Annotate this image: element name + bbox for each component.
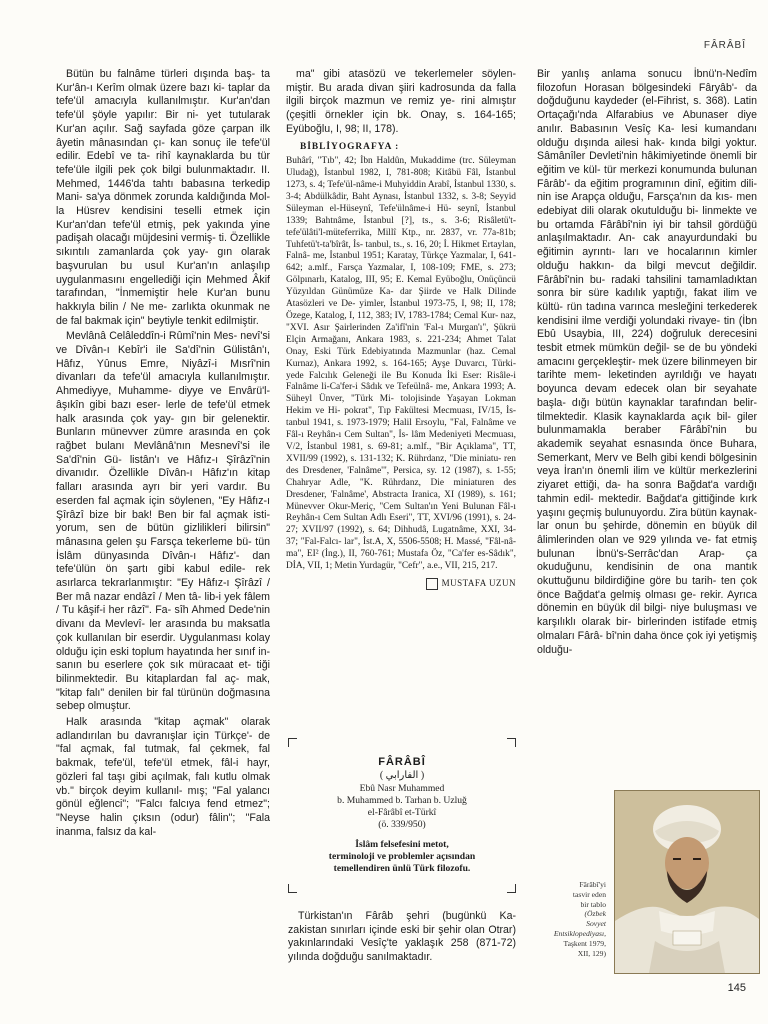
entry-arabic-title: ( الفارابي ): [379, 770, 425, 781]
corner-mark: [288, 884, 297, 893]
portrait-illustration: [615, 791, 759, 973]
column-3: [537, 68, 757, 659]
bibliography: Buhârî, "Tıb", 42; İbn Haldûn, Mukaddime (trc. Süleyman Uludağ), İstanbul 1982, I, 781-808; Kitâbü Fâl, İstanbul 1273, s. 4; Tefe'ül-nâme-i Muhyiddin Arabî, İstanbul 1330, s. 3-4; Abdülkâdir, Baht Aynası, İstanbul 1332, s. 3-8; Seyyid Süleyman el-Hüseynî, Tefe'ülnâme-i Hü- seynî, İstanbul 1339; Bahtnâme, İstanbul [?], ts., s. 3-6; Risâletü't-tefe'ülâti'l-müteferrika, Millî Ktp., nr. 2837, vr. 77a-81b; Tuhfetü't-ta'bîrât, İs- tanbul, ts., s. 16, 20; İ. Hikmet Ertaylan, Falnâ- me, İstanbul 1951; Karatay, Türkçe Yazmalar, I, 641-642; a.mlf., Farsça Yazmalar, I, 108-109; FME, s. 273; Gölpınarlı, Katalog, III, 95; E. Kemal Eyüboğlu, Onüçüncü Yüzyıldan Günümüze Ka- dar Şiirde ve Halk Dilinde Atasözleri ve De- yimler, İstanbul 1973-75, I, 98; II, 178; Özege, Katalog, I, 112, 383; IV, 1783-1784; Cemal Kur- naz, "XVI. Asır Şairlerinden Za'ifî'nin 'Fal-ı Murgan'ı", Şükrü Elçin Armağanı, Ankara 1983, s. 221-234; Ahmet Talat Onay, Eski Türk Edebiyatında Mazmunlar (haz. Cemal Kurnaz), Ankara 1992, s. 164-165; Ayşe Duvarcı, Türki- yede Falcılık Geleneği ile Bu Konuda İki Eser: Risâle-i Falnâme li-Ca'fer-i Sâdık ve Tefeülnâ- me, Ankara 1993; A. Süheyl Ünver, "Türk Mi- tolojisinde Yaşayan Lokman Hekim ve Hi- pokrat", Tıp Fakültesi Mecmuası, IV/15, İs- tanbul 1941, s. 1973-1979; Halil Ersoylu, "Fal, Falnâme ve Fâl-ı Reyhân-ı Cem Sultan", İs- lâm Medeniyeti Mecmuası, V/2, İstanbul 1981, s. 69-81; a.mlf., "Bir Açıklama", TT, XVII/99 (1992), s. 131-132; K. Rührdanz, "Die miniatu- ren des Dresdener, 'Falnâme'", Persica, sy. 12 (1987), s. 1-55; Chahryar Adle, "K. Rührdanz, Die miniaturen des Dresdener, 'Falnâme', Abstracta Iranica, XI (1989), s. 161; Münevver Okur-Meriç, "Cem Sultan'ın Yeni Bulunan Fâl-ı Reyhân-ı Cem Sultan Adlı Eseri", TT, XVI/96 (1991), s. 24-27; XVII/97 (1992), s. 64; Dihhudâ, Lugatnâme, XXI, 34-37; "Fal-Falcı- lar", İst.A, X, 5506-5508; H. Massé, "Fâl-nâ- ma", EI² (İng.), II, 760-761; Mustafa Öz, "Ca'fer es-Sâdık", DİA, VII, 1; Metin Yurdagür, "Cefr", a.e., VII, 215, 217.: [286, 156, 516, 572]
paragraph: Halk arasında "kitap açmak" olarak adlandırılan bu davranışlar için Türkçe'- de "fal açmak, fal tutmak, fal çekmek, fal bakmak, tefe'ül, tefe'ül etmek, fâl-i hayr, gözleri fal taşı gibi açılmak, falı kutlu olmak vb." birçok deyim kullanıl- mış; "Fal yalancı gönül eğlenci"; "Falcı falcıya fend etmez"; "Neyse halin çıksın (odur) fâlin"; "Fala inanma, falsız da kal-: [56, 716, 270, 838]
column-1: [56, 68, 270, 841]
caption-line: Taşkent 1979,: [563, 938, 606, 948]
author-name: MUSTAFA UZUN: [441, 577, 516, 588]
paragraph: ma" gibi atasözü ve tekerlemeler söylen- miştir. Bu arada divan şiiri kadrosunda da falla ilgili birçok mazmun ve remiz ye- rini almıştır (çeşitli örnekler için bk. Onay, s. 164-165; Eyüboğlu, I, 98; II, 178).: [286, 68, 516, 135]
corner-mark: [507, 884, 516, 893]
caption-line: bir tablo: [580, 899, 606, 909]
caption-line: (Özbek: [584, 909, 606, 919]
paragraph: Bir yanlış anlama sonucu İbnü'n-Nedîm filozofun Horasan bölgesindeki Fâryâb'- da doğduğunu kaydeder (el-Fihrist, s. 368). Latin Ortaçağı'nda Alfarabius ve Abunaser diye anılır. Babasının Vesîç Ka- lesi kumandanı olduğu dışında ailesi hak- kında bilgi yoktur. Sâmânîler Devleti'nin hâkimiyetinde önemli bir eğitim ve kül- tür merkezi konumunda bulunan Fârâb'- da eğitim programının dinî, eğitim dili- nin ise Arapça olduğu, Farsça'nın da kıs- men edebiyat dili olarak okutulduğu bi- linmekte ve bu ortamda Fârâbî'nin iyi bir tahsil gördüğü anlaşılmaktadır. An- cak anayurdundaki bu eğitimin ayrıntı- ları ve hocalarının kimler olduğu hakkın- da bilgi mevcut değildir. Fârâbî'nin bu- radaki tahsilini tamamladıktan sonra bir süre kadılık yaptığı, fakat ilim ve kültü- rün tadına varınca mesleğini terkederek kendisini ilme verdiği yolundaki rivaye- tin (İbn Ebû Usaybia, III, 224) doğruluk derecesini tesbit etmek mümkün değil- se de bu yöndeki amacını gerçekleştir- mek üzere bilinmeyen bir tarihte mem- leketinden ayrıldığı ve hayatı boyunca devam edecek olan bir seyahate başla- dığı bütün kaynaklar tarafından belir- tilmektedir. Klasik kaynaklarda açık bil- giler bulunmamakla beraber Fârâbî'nin bu akademik seyahat esnasında önce Buhara, Semerkant, Merv ve Belh gibi kendi bölgesinin veya İran'ın önemli ilim ve kültür merkezlerini ziyaret ettiği, da- ha sonra Bağdat'a vardığı tahmin edil- mektedir. Bağdat'a gittiğinde kırk yaşını geçmiş bulunuyordu. Zira bütün kaynak- lar onun bu şehirde, dönemin en büyük dil âlimlerinden olan ve 929 yılında ve- fat etmiş bulunan İbnü's-Serrâc'dan Arap- ça okuduğunu, kendisinin de ona mantık okuttuğunu bildirdiğine göre bu tarih- ten çok önce Bağdat'a gelmiş olması ge- rekir. Ayrıca dönemin en büyük dil bilgi- niye buluşması ve karşılıklı olarak bir- birlerinden istifade etmiş olmaları Fârâ- bî'nin daha önce çok iyi yetişmiş olduğu-: [537, 68, 757, 656]
entry-death-date: (ö. 339/950): [378, 819, 426, 830]
figure-caption: [540, 880, 606, 958]
entry-description-line: temellendiren ünlü Türk filozofu.: [333, 863, 471, 874]
bibliography-heading: BİBLİYOGRAFYA :: [300, 141, 400, 152]
square-icon: [426, 578, 438, 590]
corner-mark: [288, 738, 297, 747]
caption-line: tasvir eden: [572, 889, 606, 899]
caption-line: Entsiklopediyası,: [553, 928, 606, 938]
caption-line: Sovyet: [586, 919, 606, 929]
entry-name-line: Ebû Nasr Muhammed: [359, 783, 445, 794]
entry-description-line: terminoloji ve problemler açısından: [328, 851, 476, 862]
paragraph: Bütün bu falnâme türleri dışında baş- ta Kur'ân-ı Kerîm olmak üzere bazı ki- taplar da tefe'ül amacıyla kullanılmıştır. Kur'an'dan tefe'ül şöyle yapılır: Bir ni- yet tutularak Kur'an açılır. Sağ sayfada göze çarpan ilk âyetin mânasından çı- kan sonuç ile tefe'ül edilir. Edebî ve ta- rihî kaynaklarda bu tür tefe'üle ilgili pek çok bilgi bulunmaktadır. II. Mehmed, 1446'da tahtı babasına terkedip Mani- sa'ya dönmek zorunda kaldığında Mol- la Hüsrev kendisini teselli etmek için Kur'an'dan tefe'ül etmiş, pek yakında yine padişah olacağı müjdesini vermiş- ti. Özellikle sıkıntılı zamanlarda çok yay- gın olarak başvurulan bu usul Kur'an'ın anlaşılıp uygulanmasını engellediği için Mehmed Âkif tarafından, "İnmemiştir hele Kur'an bunu hakkıyla bilin / Ne me- zarlıkta okunmak ne de fal bakmak için" beytiyle tenkit edilmiştir.: [56, 68, 270, 327]
entry-name-line: b. Muhammed b. Tarhan b. Uzluğ: [337, 795, 467, 806]
entry-title: FÂRÂBÎ: [378, 756, 426, 768]
paragraph: Mevlânâ Celâleddîn-i Rûmî'nin Mes- nevî'si ve Dîvân-ı Kebîr'i ile Sa'dî'nin Gülistân'ı, Hâfız, Yûnus Emre, Niyâzî-i Mısrî'nin divanları da tefe'ül amacıyla kullanılmıştır. Ahmediyye, Muhamme- diyye ve Envârü'l-âşıkîn gibi bazı eser- lerle de tefe'ül etmek halk arasında çok yay- gın bir gelenektir. Bunların münevver zümre arasında en çok rağbet bulanı Mevlânâ'nın Mesnevî'si ile Sa'dî'nin Gü- listân'ı ve Hâfız-ı Şîrâzî'nin divanıdır. Özellikle Dîvân-ı Hâfız'ın kitap falları arasında ayrı bir yeri vardır. Bu eserden fal açmak için söylenen, "Ey Hâfız-ı Şîrâzî bize bir bak! Ben bir fal açmak isti- yorum, sen de bütün gizlilikleri bilirsin" mânasına gelen şu Farsça tekerleme bü- tün İslâm dünyasında Dîvân-ı Hâfız'- dan tefe'ülün ön şartı gibi kabul edile- rek asırlarca tekrarlanmıştır: "Ey Hâfız-ı Şîrâzî / Ber mâ nazar endâzî / Men tâ- lib-i yek fâlem / Tu kâşif-i her râzî". Fa- sîh Ahmed Dede'nin divanı da Mevlevî- ler arasında bu maksatla çok kullanılan bir eserdir. Uygulanması kolay olduğu için eski toplum hayatında her sınıf in- sanın bu eserlere çok sık müracaat et- tiği bilinmektedir. Bu kitaplardan fal aç- mak, "kitap falı" denilen bir fal türünün doğmasına sebep olmuştur.: [56, 330, 270, 713]
entry-header-box: [288, 738, 516, 893]
portrait-painting: [614, 790, 760, 974]
running-head: FÂRÂBÎ: [703, 40, 746, 51]
caption-line: XII, 129): [577, 948, 606, 958]
entry-description-line: İslâm felsefesini metot,: [355, 839, 449, 850]
column-2: [286, 68, 516, 591]
corner-mark: [507, 738, 516, 747]
author-signature: [286, 577, 516, 591]
entry-name-line: el-Fârâbî et-Türkî: [367, 807, 437, 818]
page-number: 145: [727, 982, 746, 994]
paragraph: Türkistan'ın Fârâb şehri (bugünkü Ka- zakistan sınırları içinde eski bir şehir olan Otrar) yakınlarındaki Vesîç'te yaklaşık 258 (871-72) yılında doğduğu sanılmaktadır.: [288, 910, 516, 964]
caption-line: Fârâbî'yi: [579, 880, 606, 889]
